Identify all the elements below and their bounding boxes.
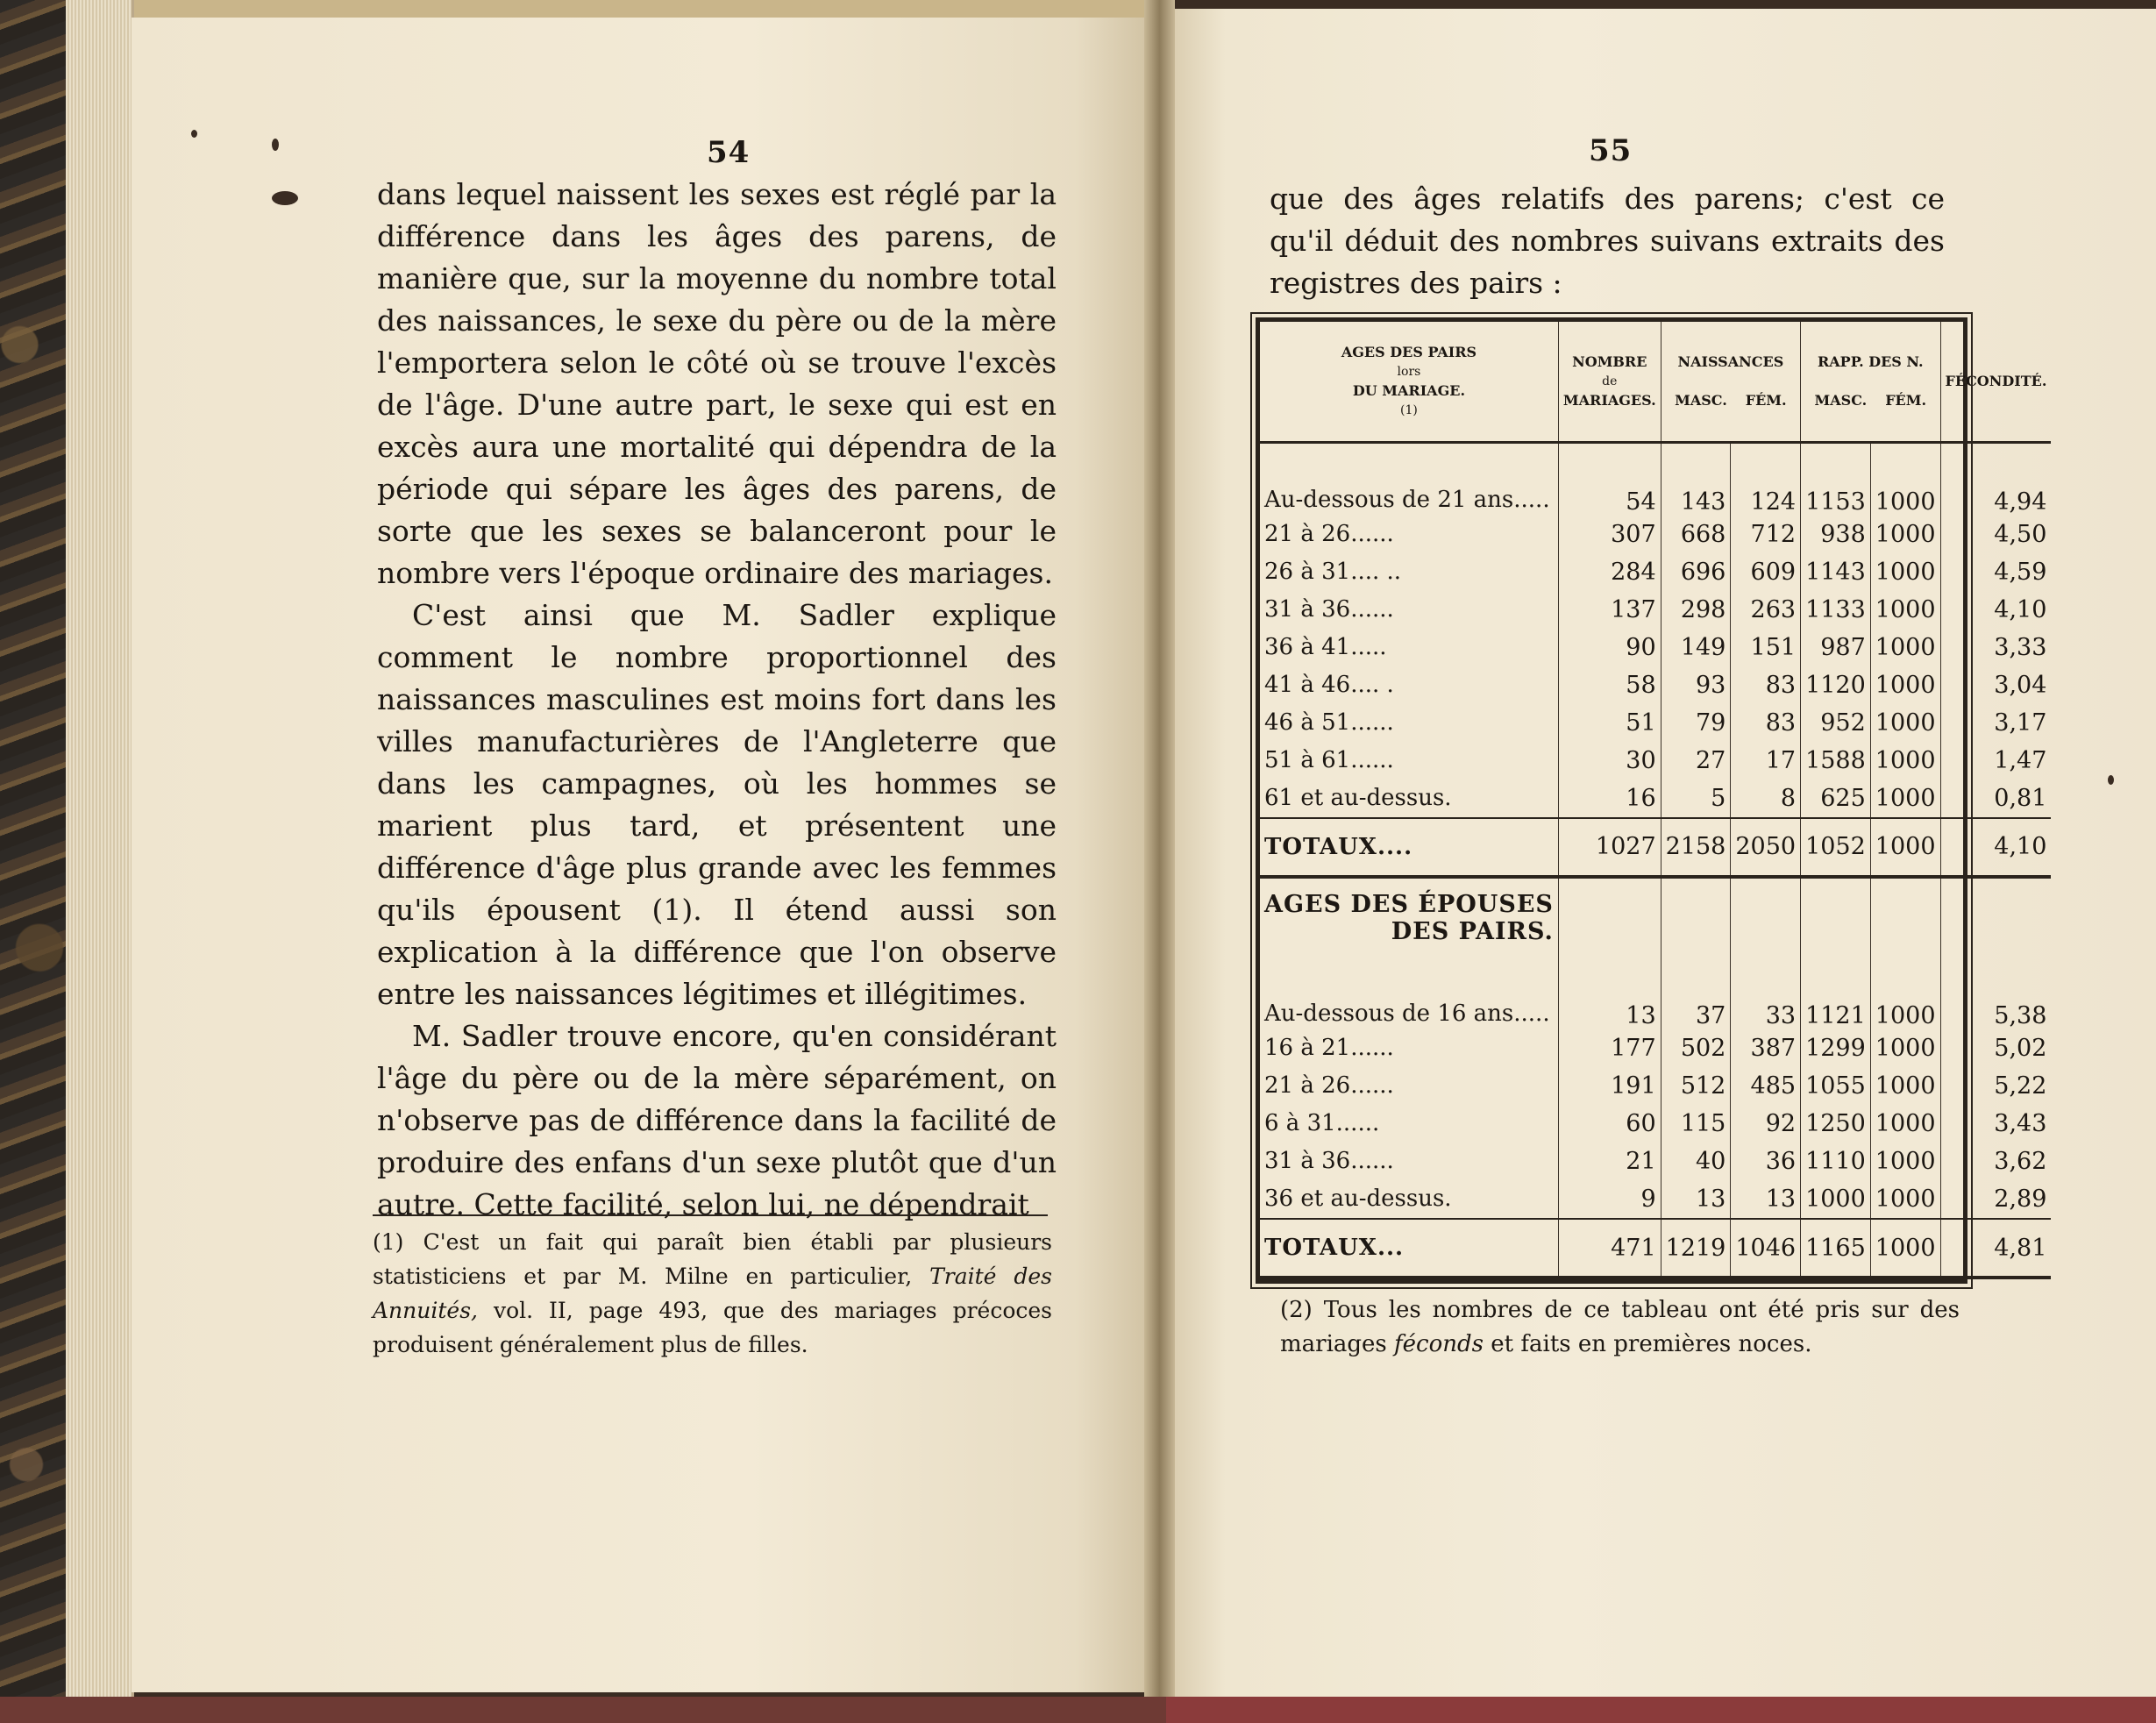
book-bottom-edge-right	[1166, 1697, 2156, 1723]
cell-age: 31 à 36......	[1260, 591, 1558, 629]
cell-total-mariages: 1027	[1558, 818, 1661, 877]
header-naissances-label: NAISSANCES	[1677, 353, 1784, 370]
cell-total-rapp-fem: 1000	[1870, 1219, 1940, 1278]
footnote-italic: Traité des Annuités,	[373, 1264, 1052, 1323]
cell-mariages: 90	[1558, 629, 1661, 666]
section-header-line2: DES PAIRS.	[1391, 918, 1554, 946]
cell-empty	[1870, 877, 1940, 958]
page-number-right: 55	[1589, 133, 1633, 168]
right-footnote	[1280, 1293, 1960, 1362]
left-page-body	[377, 174, 1057, 1226]
cell-age: 6 à 31......	[1260, 1105, 1558, 1143]
cell-age: 36 et au-dessus.	[1260, 1180, 1558, 1219]
cell-rapp-fem: 1000	[1870, 742, 1940, 780]
cell-age: 41 à 46.... .	[1260, 666, 1558, 704]
cell-mariages: 21	[1558, 1143, 1661, 1180]
cell-naiss-masc: 143	[1661, 443, 1731, 516]
cell-mariages: 284	[1558, 553, 1661, 591]
cell-age: Au-dessous de 21 ans.....	[1260, 443, 1558, 516]
table-row	[1260, 1143, 2051, 1180]
book-cover-left	[0, 0, 66, 1723]
cell-mariages: 9	[1558, 1180, 1661, 1219]
cell-total-naiss-fem: 2050	[1731, 818, 1801, 877]
left-footnote	[373, 1214, 1052, 1362]
footnote-text-end: vol. II, page 493, que des mariages précoces produisent généralement plus de filles.	[373, 1298, 1052, 1357]
cell-age: 61 et au-dessus.	[1260, 780, 1558, 818]
cell-naiss-fem: 712	[1731, 516, 1801, 553]
header-ages-line1: AGES DES PAIRS	[1341, 344, 1477, 360]
cell-rapp-fem: 1000	[1870, 1180, 1940, 1219]
statistics-table	[1260, 322, 2051, 1279]
header-fem: FÉM.	[1885, 392, 1927, 409]
cell-age: 21 à 26......	[1260, 516, 1558, 553]
section-header-line1: AGES DES ÉPOUSES	[1264, 891, 1554, 919]
cell-rapp-masc: 1250	[1801, 1105, 1871, 1143]
cell-mariages: 60	[1558, 1105, 1661, 1143]
cell-naiss-masc: 696	[1661, 553, 1731, 591]
cell-naiss-fem: 485	[1731, 1067, 1801, 1105]
header-masc: MASC.	[1675, 392, 1727, 409]
header-rapport-label: RAPP. DES N.	[1817, 353, 1924, 370]
cell-rapp-fem: 1000	[1870, 958, 1940, 1029]
table-section-header	[1260, 877, 2051, 958]
cell-rapp-masc: 1110	[1801, 1143, 1871, 1180]
table-row	[1260, 704, 2051, 742]
cell-fecondite: 3,17	[1994, 708, 2047, 737]
footnote-italic: féconds	[1394, 1331, 1484, 1357]
cell-rapp-fem: 1000	[1870, 1105, 1940, 1143]
table-row	[1260, 958, 2051, 1029]
cell-fecondite: 5,38	[1994, 1001, 2047, 1029]
cell-naiss-masc: 79	[1661, 704, 1731, 742]
cell-rapp-fem: 1000	[1870, 516, 1940, 553]
cell-rapp-fem: 1000	[1870, 780, 1940, 818]
footnote-text: (2) Tous les nombres de ce tableau ont été pris sur des mariages	[1280, 1297, 1960, 1357]
cell-naiss-fem: 609	[1731, 553, 1801, 591]
cell-mariages: 16	[1558, 780, 1661, 818]
table-header-row	[1260, 322, 2051, 443]
section-header-label	[1260, 877, 1558, 958]
header-nombre-line2: de	[1602, 374, 1618, 388]
header-rapport	[1801, 322, 1940, 443]
cell-rapp-masc: 952	[1801, 704, 1871, 742]
cell-naiss-masc: 40	[1661, 1143, 1731, 1180]
cell-naiss-fem: 124	[1731, 443, 1801, 516]
table-row	[1260, 1105, 2051, 1143]
table-row	[1260, 591, 2051, 629]
cell-naiss-masc: 13	[1661, 1180, 1731, 1219]
cell-naiss-masc: 512	[1661, 1067, 1731, 1105]
marbled-paper	[0, 0, 66, 1723]
cell-naiss-fem: 8	[1731, 780, 1801, 818]
cell-total-fecondite: 4,10	[1940, 818, 2051, 877]
cell-fecondite: 3,04	[1994, 671, 2047, 699]
footnote-separator	[373, 1214, 1048, 1216]
cell-rapp-masc: 1000	[1801, 1180, 1871, 1219]
cell-rapp-masc: 625	[1801, 780, 1871, 818]
table-row	[1260, 780, 2051, 818]
cell-naiss-fem: 36	[1731, 1143, 1801, 1180]
cell-naiss-masc: 149	[1661, 629, 1731, 666]
cell-naiss-fem: 83	[1731, 704, 1801, 742]
cell-total-naiss-fem: 1046	[1731, 1219, 1801, 1278]
page-number-left: 54	[707, 135, 751, 170]
cell-total-fecondite: 4,81	[1940, 1219, 2051, 1278]
cell-empty	[1558, 877, 1661, 958]
cell-naiss-fem: 92	[1731, 1105, 1801, 1143]
cell-total-label: TOTAUX...	[1260, 1219, 1558, 1278]
cell-rapp-fem: 1000	[1870, 443, 1940, 516]
book-gutter	[1144, 0, 1175, 1723]
cell-naiss-fem: 263	[1731, 591, 1801, 629]
cell-rapp-masc: 1121	[1801, 958, 1871, 1029]
table-row	[1260, 443, 2051, 516]
cell-age: 31 à 36......	[1260, 1143, 1558, 1180]
cell-rapp-fem: 1000	[1870, 1029, 1940, 1067]
cell-total-naiss-masc: 1219	[1661, 1219, 1731, 1278]
page-edges	[66, 0, 134, 1723]
cell-age: 51 à 61......	[1260, 742, 1558, 780]
cell-rapp-masc: 1143	[1801, 553, 1871, 591]
header-nombre-line3: MARIAGES.	[1562, 392, 1656, 409]
cell-total-rapp-masc: 1052	[1801, 818, 1871, 877]
cell-mariages: 177	[1558, 1029, 1661, 1067]
header-naissances	[1661, 322, 1800, 443]
ink-spot	[272, 139, 279, 151]
cell-age: 16 à 21......	[1260, 1029, 1558, 1067]
footnote-text: (1) C'est un fait qui paraît bien établi par plusieurs statisticiens et par M. Milne en particulier,	[373, 1229, 1052, 1289]
cell-naiss-masc: 27	[1661, 742, 1731, 780]
cell-naiss-masc: 5	[1661, 780, 1731, 818]
cell-mariages: 13	[1558, 958, 1661, 1029]
cell-empty	[1801, 877, 1871, 958]
cell-fecondite: 3,62	[1994, 1147, 2047, 1175]
header-ages-note: (1)	[1400, 403, 1418, 417]
cell-naiss-fem: 83	[1731, 666, 1801, 704]
cell-total-rapp-fem: 1000	[1870, 818, 1940, 877]
cell-rapp-fem: 1000	[1870, 591, 1940, 629]
cell-age: 21 à 26......	[1260, 1067, 1558, 1105]
cell-naiss-fem: 387	[1731, 1029, 1801, 1067]
table-row	[1260, 1029, 2051, 1067]
cell-fecondite: 5,22	[1994, 1072, 2047, 1100]
cell-total-label: TOTAUX....	[1260, 818, 1558, 877]
table-row	[1260, 1180, 2051, 1219]
cell-naiss-masc: 298	[1661, 591, 1731, 629]
table-total-row	[1260, 818, 2051, 877]
header-fem: FÉM.	[1745, 392, 1787, 409]
page-top-edge	[66, 0, 1153, 18]
cell-fecondite: 4,10	[1994, 595, 2047, 623]
cell-fecondite: 4,94	[1994, 488, 2047, 516]
cell-rapp-masc: 938	[1801, 516, 1871, 553]
cell-naiss-masc: 93	[1661, 666, 1731, 704]
cell-empty	[1731, 877, 1801, 958]
cell-rapp-masc: 987	[1801, 629, 1871, 666]
paragraph-3: M. Sadler trouve encore, qu'en considérant l'âge du père ou de la mère séparément, on n'observe pas de différence dans la facilité de produire des enfans d'un sexe plutôt que d'un autre. Cette facilité, selon lui, ne dépendrait	[377, 1019, 1057, 1221]
cell-mariages: 137	[1558, 591, 1661, 629]
cell-age: Au-dessous de 16 ans.....	[1260, 958, 1558, 1029]
cell-fecondite: 3,43	[1994, 1109, 2047, 1137]
paragraph-1: dans lequel naissent les sexes est réglé par la différence dans les âges des parens, de manière que, sur la moyenne du nombre total des naissances, le sexe du père ou de la mère l'emportera selon le côté où se trouve l'excès de l'âge. D'une autre part, le sexe qui est en excès aura une mortalité qui dépendra de la période qui sépare les âges des parens, de sorte que les sexes se balanceront pour le nombre vers l'époque ordinaire des mariages.	[377, 177, 1057, 590]
cell-age: 26 à 31.... ..	[1260, 553, 1558, 591]
cell-fecondite: 3,33	[1994, 633, 2047, 661]
header-naissances-sub	[1666, 391, 1796, 410]
cell-rapp-fem: 1000	[1870, 666, 1940, 704]
ink-spot	[191, 130, 197, 138]
statistics-table-frame	[1256, 317, 2047, 1284]
cell-mariages: 30	[1558, 742, 1661, 780]
ink-spot	[272, 191, 298, 205]
cell-rapp-masc: 1299	[1801, 1029, 1871, 1067]
cell-naiss-masc: 668	[1661, 516, 1731, 553]
cell-naiss-fem: 17	[1731, 742, 1801, 780]
header-nombre	[1558, 322, 1661, 443]
cell-mariages: 191	[1558, 1067, 1661, 1105]
cell-mariages: 307	[1558, 516, 1661, 553]
cell-naiss-masc: 502	[1661, 1029, 1731, 1067]
cell-rapp-masc: 1153	[1801, 443, 1871, 516]
header-ages	[1260, 322, 1558, 443]
cell-total-naiss-masc: 2158	[1661, 818, 1731, 877]
cell-fecondite: 5,02	[1994, 1034, 2047, 1062]
right-page-intro: que des âges relatifs des parens; c'est ce qu'il déduit des nombres suivans extraits des registres des pairs :	[1270, 182, 1945, 300]
header-masc: MASC.	[1814, 392, 1868, 409]
cell-fecondite: 2,89	[1994, 1185, 2047, 1213]
cell-mariages: 58	[1558, 666, 1661, 704]
cell-fecondite: 4,59	[1994, 558, 2047, 586]
footnote-text-end: et faits en premières noces.	[1484, 1331, 1812, 1357]
cell-mariages: 51	[1558, 704, 1661, 742]
cell-fecondite: 0,81	[1994, 784, 2047, 812]
cell-rapp-fem: 1000	[1870, 1143, 1940, 1180]
cell-fecondite: 4,50	[1994, 520, 2047, 548]
cell-rapp-masc: 1588	[1801, 742, 1871, 780]
ink-spot	[2108, 775, 2114, 785]
table-row	[1260, 1067, 2051, 1105]
cell-total-rapp-masc: 1165	[1801, 1219, 1871, 1278]
table-row	[1260, 742, 2051, 780]
cell-naiss-fem: 13	[1731, 1180, 1801, 1219]
table-row	[1260, 629, 2051, 666]
book-bottom-edge	[0, 1697, 2156, 1723]
header-rapport-sub	[1805, 391, 1935, 410]
header-nombre-line1: NOMBRE	[1572, 353, 1647, 370]
cell-rapp-fem: 1000	[1870, 704, 1940, 742]
header-ages-line3: DU MARIAGE.	[1352, 382, 1466, 399]
cell-rapp-fem: 1000	[1870, 553, 1940, 591]
cell-rapp-masc: 1055	[1801, 1067, 1871, 1105]
cell-naiss-fem: 33	[1731, 958, 1801, 1029]
cell-empty	[1661, 877, 1731, 958]
cell-naiss-masc: 37	[1661, 958, 1731, 1029]
table-row	[1260, 666, 2051, 704]
cell-mariages: 54	[1558, 443, 1661, 516]
cell-rapp-masc: 1120	[1801, 666, 1871, 704]
table-total-row	[1260, 1219, 2051, 1278]
cell-rapp-masc: 1133	[1801, 591, 1871, 629]
cell-naiss-masc: 115	[1661, 1105, 1731, 1143]
header-ages-line2: lors	[1397, 365, 1421, 379]
cell-total-mariages: 471	[1558, 1219, 1661, 1278]
cell-naiss-fem: 151	[1731, 629, 1801, 666]
cell-age: 36 à 41.....	[1260, 629, 1558, 666]
cell-rapp-fem: 1000	[1870, 629, 1940, 666]
paragraph-2: C'est ainsi que M. Sadler explique comment le nombre proportionnel des naissances masculines est moins fort dans les villes manufacturières de l'Angleterre que dans les campagnes, où les hommes se marient plus tard, et présentent une différence d'âge plus grande avec les femmes qu'ils épousent (1). Il étend aussi son explication à la différence que l'on observe entre les naissances légitimes et illégitimes.	[377, 598, 1057, 1011]
cell-fecondite: 1,47	[1994, 746, 2047, 774]
header-fecondite: FÉCONDITÉ.	[1940, 322, 2051, 443]
cell-age: 46 à 51......	[1260, 704, 1558, 742]
table-row	[1260, 516, 2051, 553]
table-row	[1260, 553, 2051, 591]
cell-rapp-fem: 1000	[1870, 1067, 1940, 1105]
cell-empty	[1940, 877, 2051, 958]
